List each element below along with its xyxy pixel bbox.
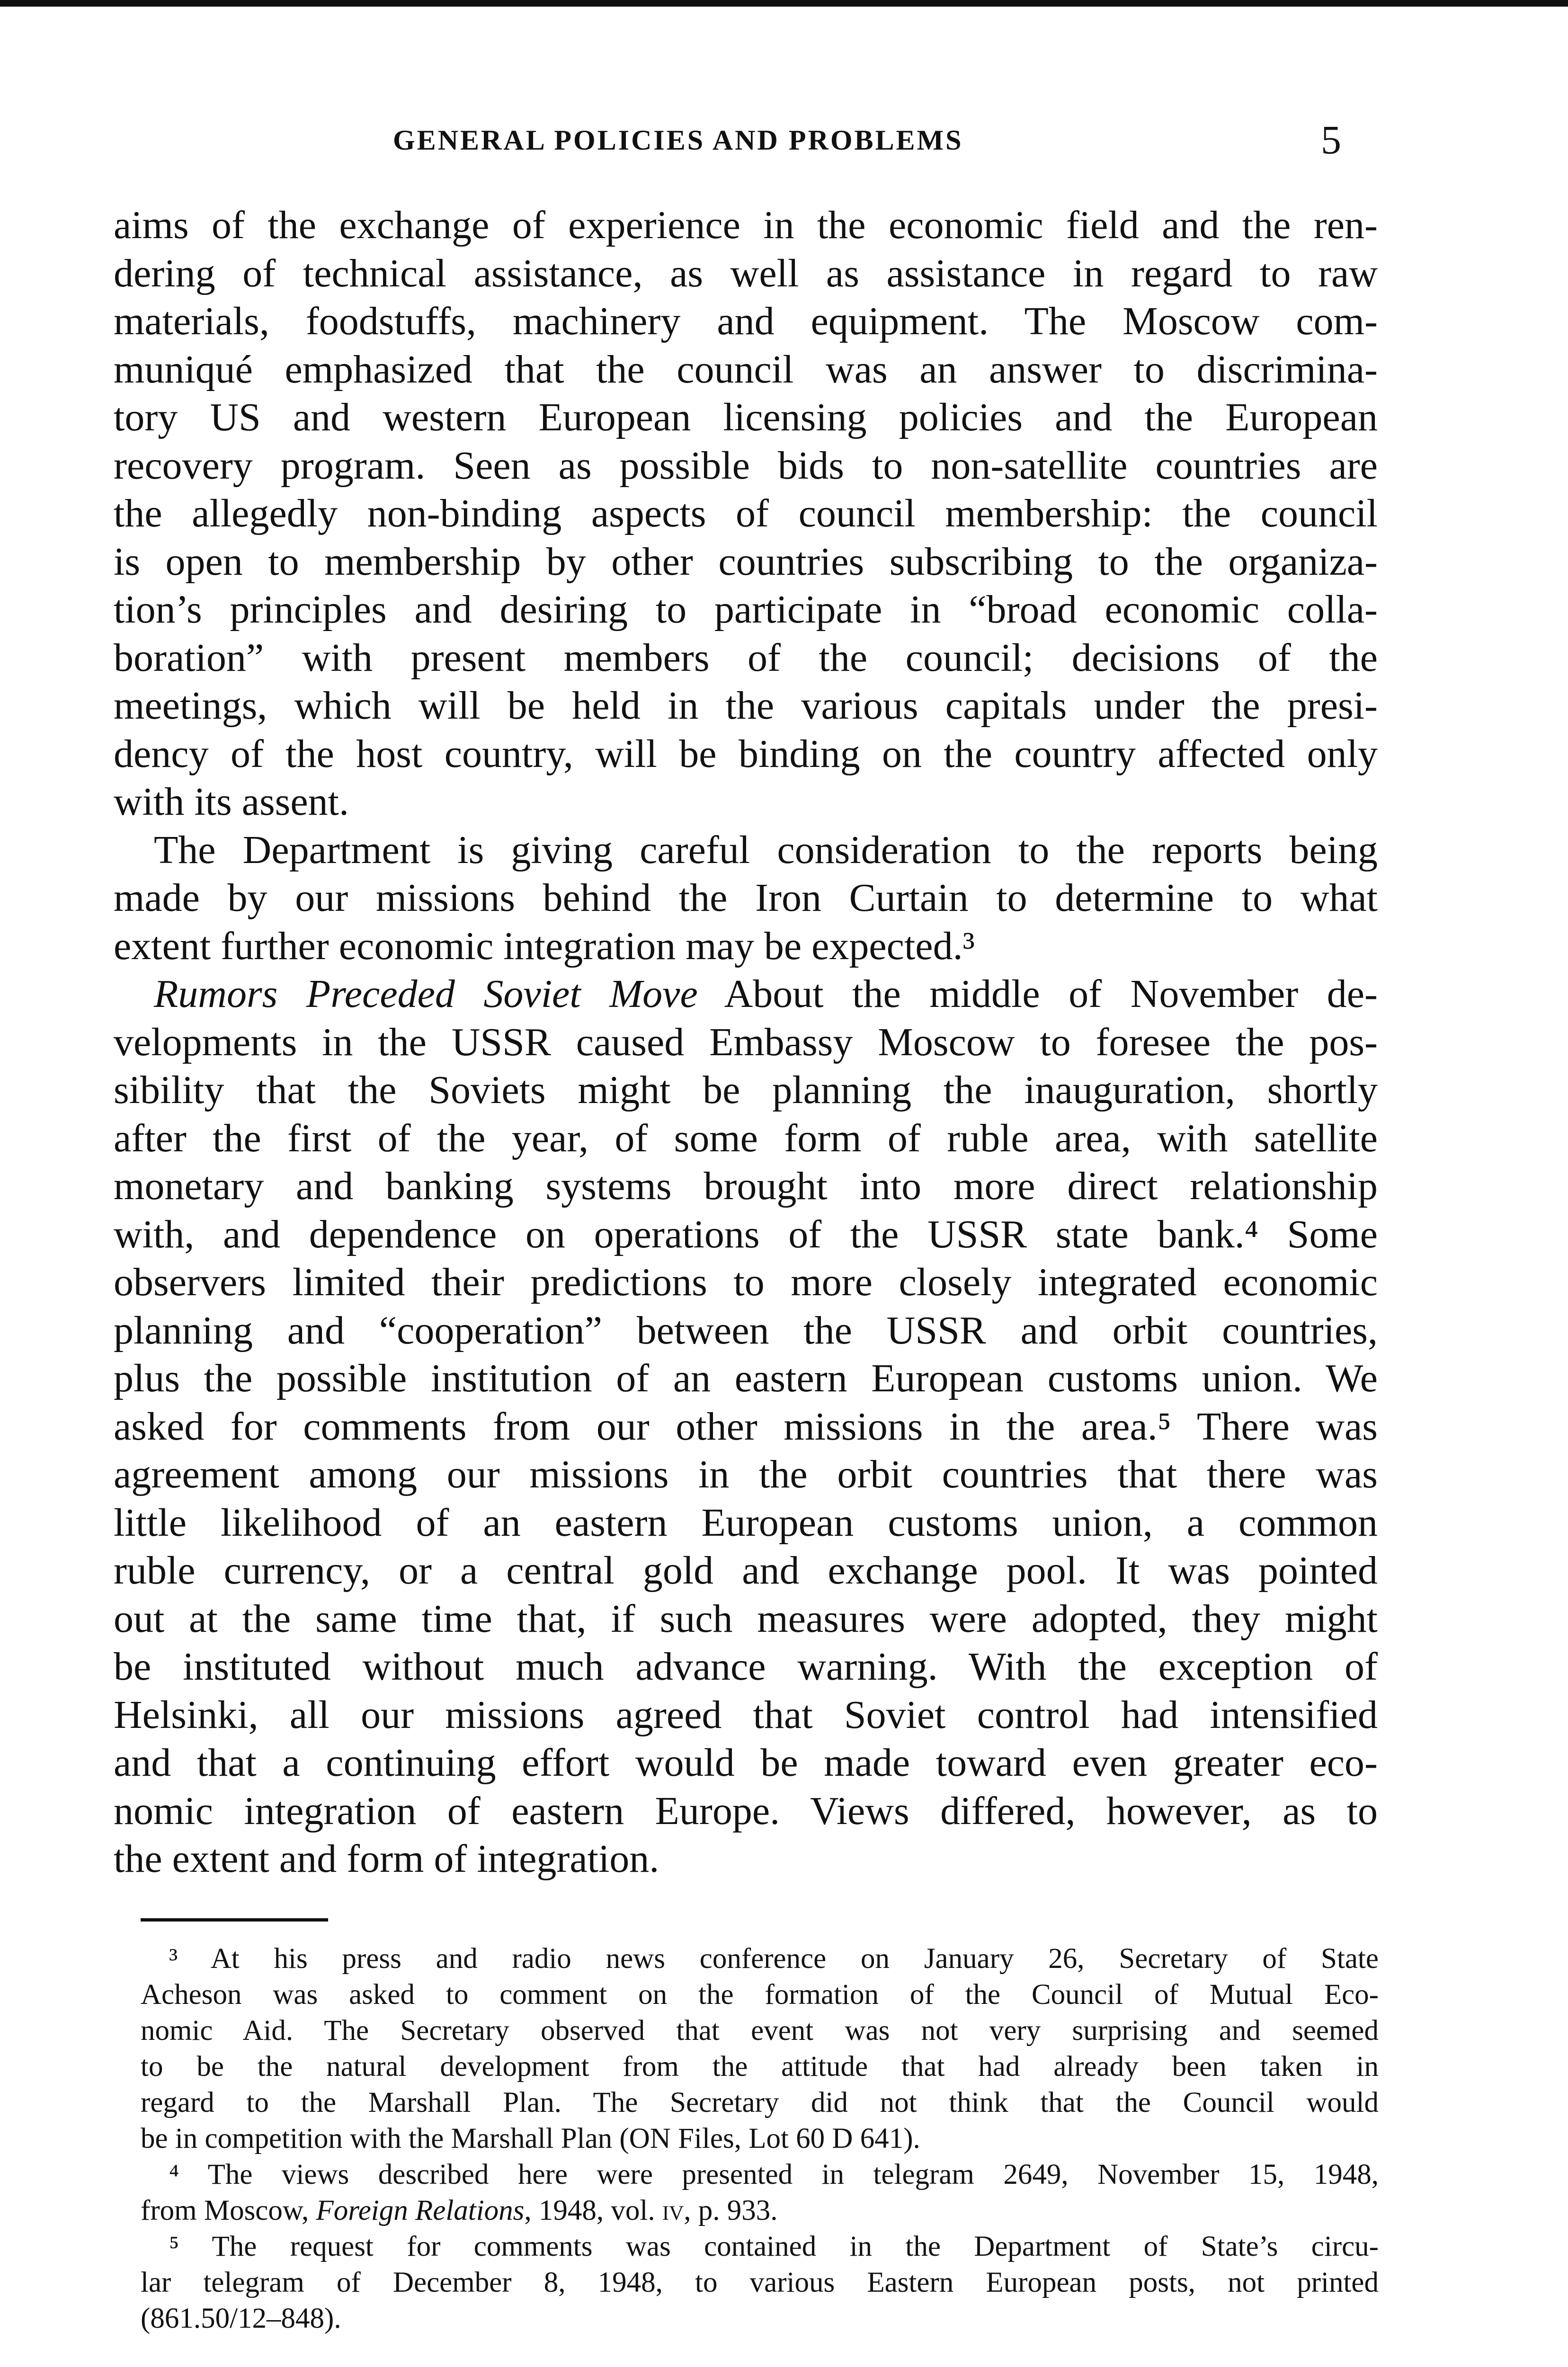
text-line: after the first of the year, of some form of ruble area, with satellite bbox=[114, 1116, 1378, 1160]
text-line: with, and dependence on operations of the USSR state bank.⁴ Some bbox=[114, 1212, 1378, 1256]
text-line: muniqué emphasized that the council was an answer to discrimina- bbox=[114, 347, 1378, 392]
page-number: 5 bbox=[1321, 117, 1341, 162]
footnote-line: Acheson was asked to comment on the formation of the Council of Mutual Eco- bbox=[141, 1979, 1379, 2011]
paragraph bbox=[114, 970, 1378, 1883]
footnote bbox=[141, 2157, 1379, 2229]
text-line: nomic integration of eastern Europe. Views differed, however, as to bbox=[114, 1789, 1378, 1833]
text-line: with its assent. bbox=[114, 780, 349, 824]
text-line: little likelihood of an eastern European customs union, a common bbox=[114, 1500, 1378, 1545]
footnote bbox=[141, 2229, 1379, 2337]
text-line: recovery program. Seen as possible bids to non-satellite countries are bbox=[114, 443, 1378, 488]
text-line bbox=[114, 970, 1378, 1018]
text-line: velopments in the USSR caused Embassy Moscow to foresee the pos- bbox=[114, 1020, 1378, 1064]
body-text bbox=[114, 201, 1378, 1883]
text-line: observers limited their predictions to more closely integrated economic bbox=[114, 1260, 1378, 1304]
text-line: is open to membership by other countries subscribing to the organiza- bbox=[114, 539, 1378, 584]
text-line: out at the same time that, if such measures were adopted, they might bbox=[114, 1596, 1378, 1641]
text-line: aims of the exchange of experience in the economic field and the ren- bbox=[114, 203, 1378, 247]
text-line: planning and “cooperation” between the USSR and orbit countries, bbox=[114, 1308, 1378, 1353]
small-caps-text: iv bbox=[662, 2195, 684, 2226]
paragraph bbox=[114, 201, 1378, 826]
text-line: meetings, which will be held in the various capitals under the presi- bbox=[114, 684, 1378, 728]
text-run: About the middle of November de- bbox=[697, 972, 1378, 1016]
running-head: GENERAL POLICIES AND PROBLEMS bbox=[393, 125, 963, 156]
footnote-line: be in competition with the Marshall Plan (ON Files, Lot 60 D 641). bbox=[141, 2123, 920, 2154]
footnote-line: lar telegram of December 8, 1948, to various Eastern European posts, not printed bbox=[141, 2267, 1379, 2298]
footnotes bbox=[141, 1941, 1379, 2337]
footnote-line: regard to the Marshall Plan. The Secretary did not think that the Council would bbox=[141, 2087, 1379, 2118]
text-line: tory US and western European licensing policies and the European bbox=[114, 395, 1378, 439]
text-line: Helsinki, all our missions agreed that Soviet control had intensified bbox=[114, 1692, 1378, 1737]
text-line: the allegedly non-binding aspects of council membership: the council bbox=[114, 491, 1378, 535]
footnote-line bbox=[141, 2193, 1379, 2229]
text-line: dency of the host country, will be binding on the country affected only bbox=[114, 731, 1378, 776]
text-line: monetary and banking systems brought into more direct relationship bbox=[114, 1164, 1378, 1208]
text-line: and that a continuing effort would be made toward even greater eco- bbox=[114, 1741, 1378, 1785]
text-line: the extent and form of integration. bbox=[114, 1837, 659, 1881]
text-run: from Moscow, bbox=[141, 2195, 316, 2226]
scan-top-border bbox=[0, 0, 1568, 7]
text-line: dering of technical assistance, as well as assistance in regard to raw bbox=[114, 251, 1378, 295]
text-run: , p. 933. bbox=[684, 2195, 778, 2226]
footnote-line: nomic Aid. The Secretary observed that event was not very surprising and seemed bbox=[141, 2015, 1379, 2047]
text-line: made by our missions behind the Iron Curtain to determine to what bbox=[114, 876, 1378, 920]
text-line: tion’s principles and desiring to participate in “broad economic colla- bbox=[114, 587, 1378, 632]
text-line: boration” with present members of the council; decisions of the bbox=[114, 635, 1378, 680]
italic-text: Foreign Relations bbox=[316, 2195, 525, 2226]
text-line: The Department is giving careful consideration to the reports being bbox=[154, 828, 1378, 872]
footnote-line: ⁵ The request for comments was contained in the Department of State’s circu- bbox=[169, 2231, 1379, 2262]
text-line: agreement among our missions in the orbit countries that there was bbox=[114, 1452, 1378, 1496]
text-line: asked for comments from our other missions in the area.⁵ There was bbox=[114, 1404, 1378, 1449]
paragraph bbox=[114, 826, 1378, 970]
text-line: ruble currency, or a central gold and exchange pool. It was pointed bbox=[114, 1548, 1378, 1593]
footnote-line: to be the natural development from the attitude that had already been taken in bbox=[141, 2051, 1379, 2082]
italic-text: Rumors Preceded Soviet Move bbox=[154, 972, 698, 1016]
footnote-separator-rule bbox=[141, 1918, 328, 1922]
footnote bbox=[141, 1941, 1379, 2157]
footnote-line: ³ At his press and radio news conference on January 26, Secretary of State bbox=[169, 1943, 1379, 1975]
text-line: be instituted without much advance warning. With the exception of bbox=[114, 1645, 1378, 1689]
text-line: extent further economic integration may be expected.³ bbox=[114, 924, 975, 968]
text-line: materials, foodstuffs, machinery and equipment. The Moscow com- bbox=[114, 299, 1378, 343]
text-line: sibility that the Soviets might be planning the inauguration, shortly bbox=[114, 1068, 1378, 1112]
footnote-line: ⁴ The views described here were presented in telegram 2649, November 15, 1948, bbox=[169, 2159, 1379, 2190]
footnote-line: (861.50/12–848). bbox=[141, 2303, 341, 2334]
text-run: , 1948, vol. bbox=[524, 2195, 662, 2226]
text-line: plus the possible institution of an eastern European customs union. We bbox=[114, 1356, 1378, 1400]
